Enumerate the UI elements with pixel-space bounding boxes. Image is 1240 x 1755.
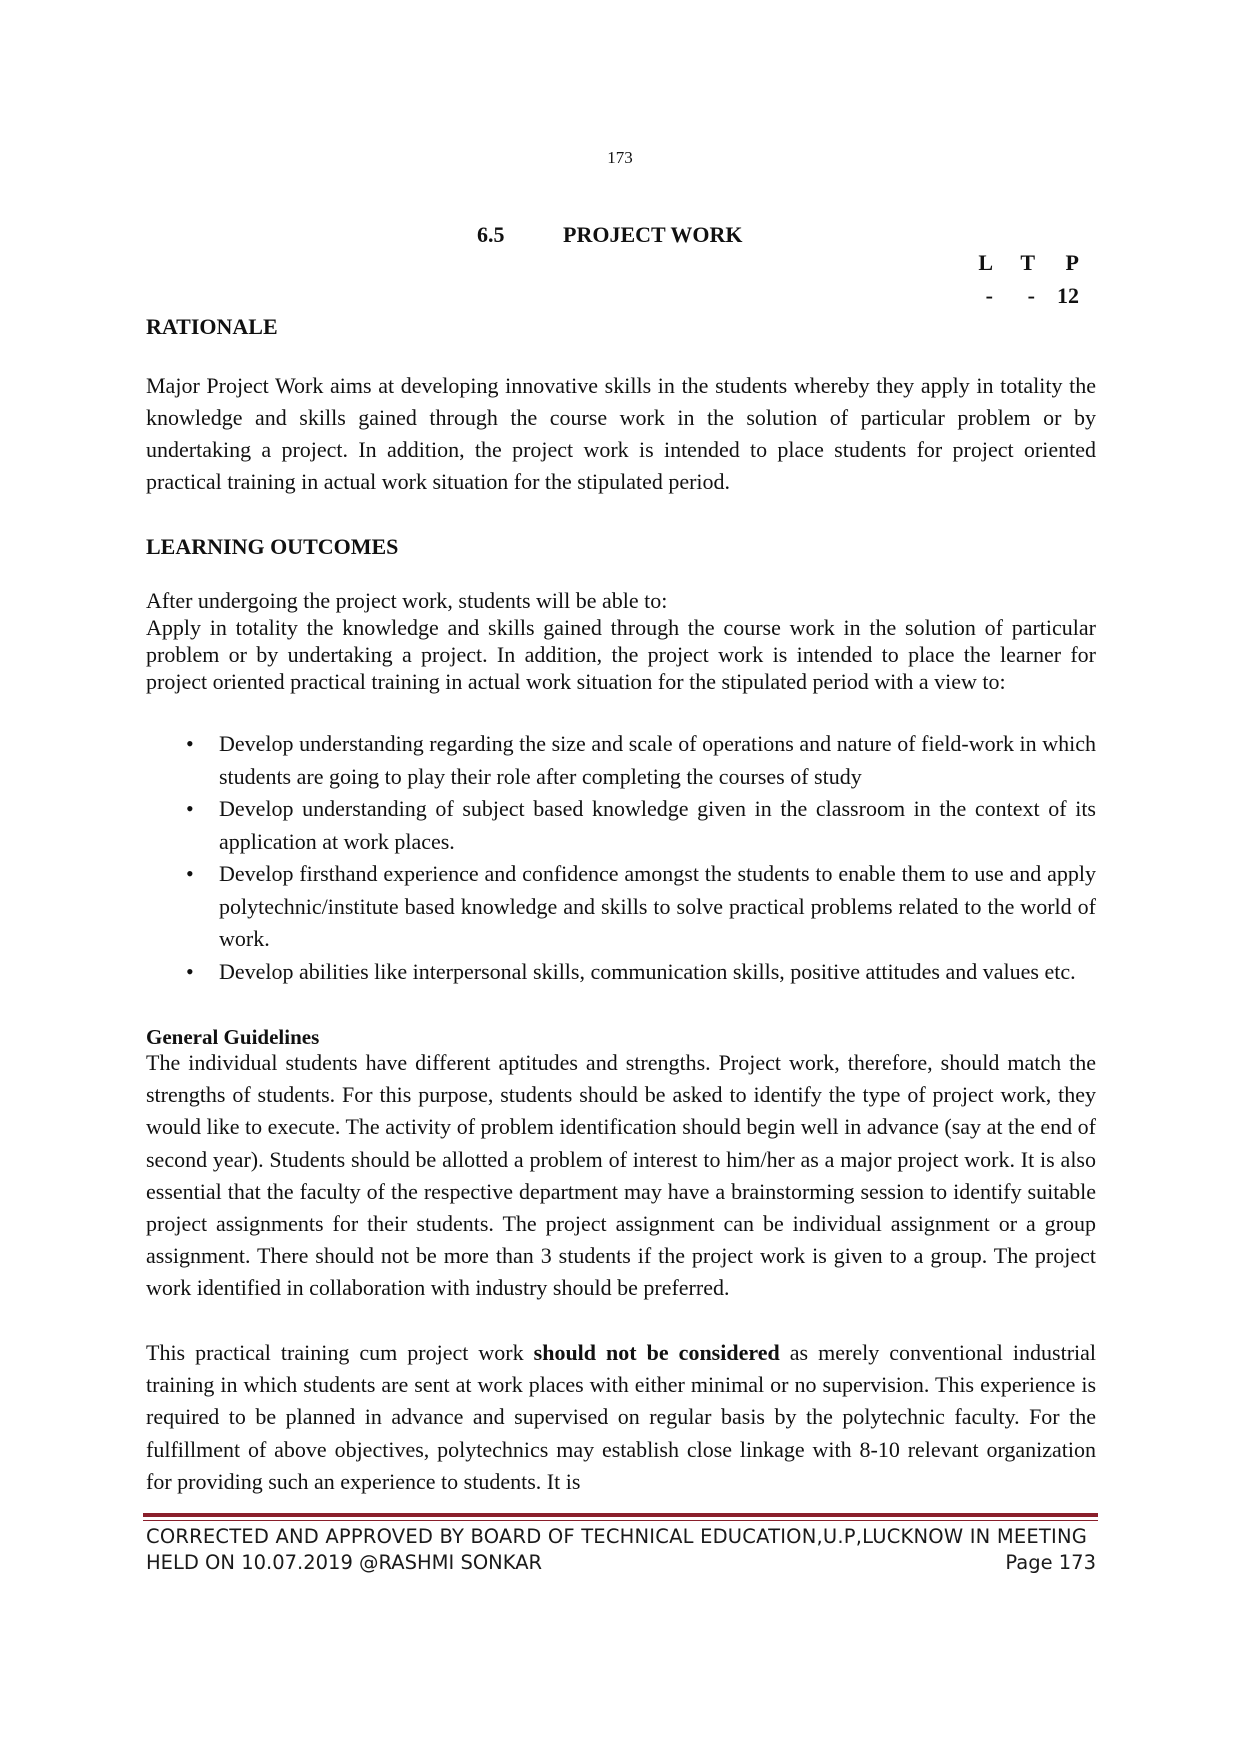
footer-line-2 [146,1551,1096,1574]
rationale-heading: RATIONALE [146,314,278,339]
bullet-icon: • [186,796,194,821]
ltp-header-row [975,250,1079,276]
learning-outcomes-intro: After undergoing the project work, students will be able to: [146,588,668,613]
guidelines-emphasis: should not be considered [533,1340,780,1365]
footer-line-1: CORRECTED AND APPROVED BY BOARD OF TECHNICAL EDUCATION,U.P,LUCKNOW IN MEETING [146,1525,1088,1548]
ltp-value-l: - [985,283,993,308]
bullet-icon: • [186,731,194,756]
rationale-text: Major Project Work aims at developing innovative skills in the students whereby they apply in totality the knowledge and skills gained through the course work in the solution of particular problem or by undertaking a project. In addition, the project work is intended to place students for project oriented practical training in actual work situation for the stipulated period. [146,373,1096,494]
bullet-icon: • [186,861,194,886]
footer-rule-thick [143,1513,1098,1517]
learning-outcomes-text: Apply in totality the knowledge and skills gained through the course work in the solution of particular problem or by undertaking a project. In addition, the project work is intended to place the learner for project oriented practical training in actual work situation for the stipulated period with a view to: [146,615,1096,694]
footer-rule-thin [143,1520,1098,1521]
section-number: 6.5 [477,222,505,247]
ltp-value-t: - [1027,283,1035,308]
list-item-text: Develop understanding regarding the size and scale of operations and nature of field-work in which students are going to play their role after completing the courses of study [219,731,1096,789]
ltp-header-p: P [1065,250,1079,275]
list-item-text: Develop understanding of subject based knowledge given in the classroom in the context of its application at work places. [219,796,1096,854]
guidelines-paragraph-2 [146,1337,1096,1498]
general-guidelines-heading: General Guidelines [146,1025,320,1049]
list-item [146,956,1096,989]
list-item [146,728,1096,793]
bullet-icon: • [186,958,194,984]
section-title-text: PROJECT WORK [563,222,743,247]
page-number: 173 [607,148,633,167]
guidelines-paragraph-1: The individual students have different aptitudes and strengths. Project work, therefore, should match the strengths of students. For this purpose, students should be asked to identify the type of project work, they would like to execute. The activity of problem identification should begin well in advance (say at the end of second year). Students should be allotted a problem of interest to him/her as a major project work. It is also essential that the faculty of the respective department may have a brainstorming session to identify suitable project assignments for their students. The project assignment can be individual assignment or a group assignment. There should not be more than 3 students if the project work is given to a group. The project work identified in collaboration with industry should be preferred. [146,1050,1096,1301]
learning-outcomes-heading: LEARNING OUTCOMES [146,534,399,559]
guidelines-paragraph-2-start: This practical training cum project work [146,1340,534,1365]
section-title [477,222,743,248]
guidelines-paragraph-2-end: as merely conventional industrial training in which students are sent at work places with either minimal or no supervision. This experience is required to be planned in advance and supervised on regular basis by the polytechnic faculty. For the fulfillment of above objectives, polytechnics may establish close linkage with 8-10 relevant organization for providing such an experience to students. It is [146,1340,1097,1494]
learning-outcomes-list [146,728,1096,988]
list-item-text: Develop firsthand experience and confidence amongst the students to enable them to use and apply polytechnic/institute based knowledge and skills to solve practical problems related to the world of work. [219,861,1096,951]
list-item [146,793,1096,858]
ltp-header-t: T [1020,250,1035,275]
footer-page-label: Page 173 [1005,1551,1096,1574]
ltp-value-p: 12 [1057,283,1079,308]
list-item-text: Develop abilities like interpersonal skills, communication skills, positive attitudes and values etc. [219,958,1076,984]
ltp-header-l: L [978,250,993,275]
footer-credit: HELD ON 10.07.2019 @RASHMI SONKAR [146,1551,543,1574]
ltp-value-row [975,283,1079,309]
list-item [146,858,1096,956]
